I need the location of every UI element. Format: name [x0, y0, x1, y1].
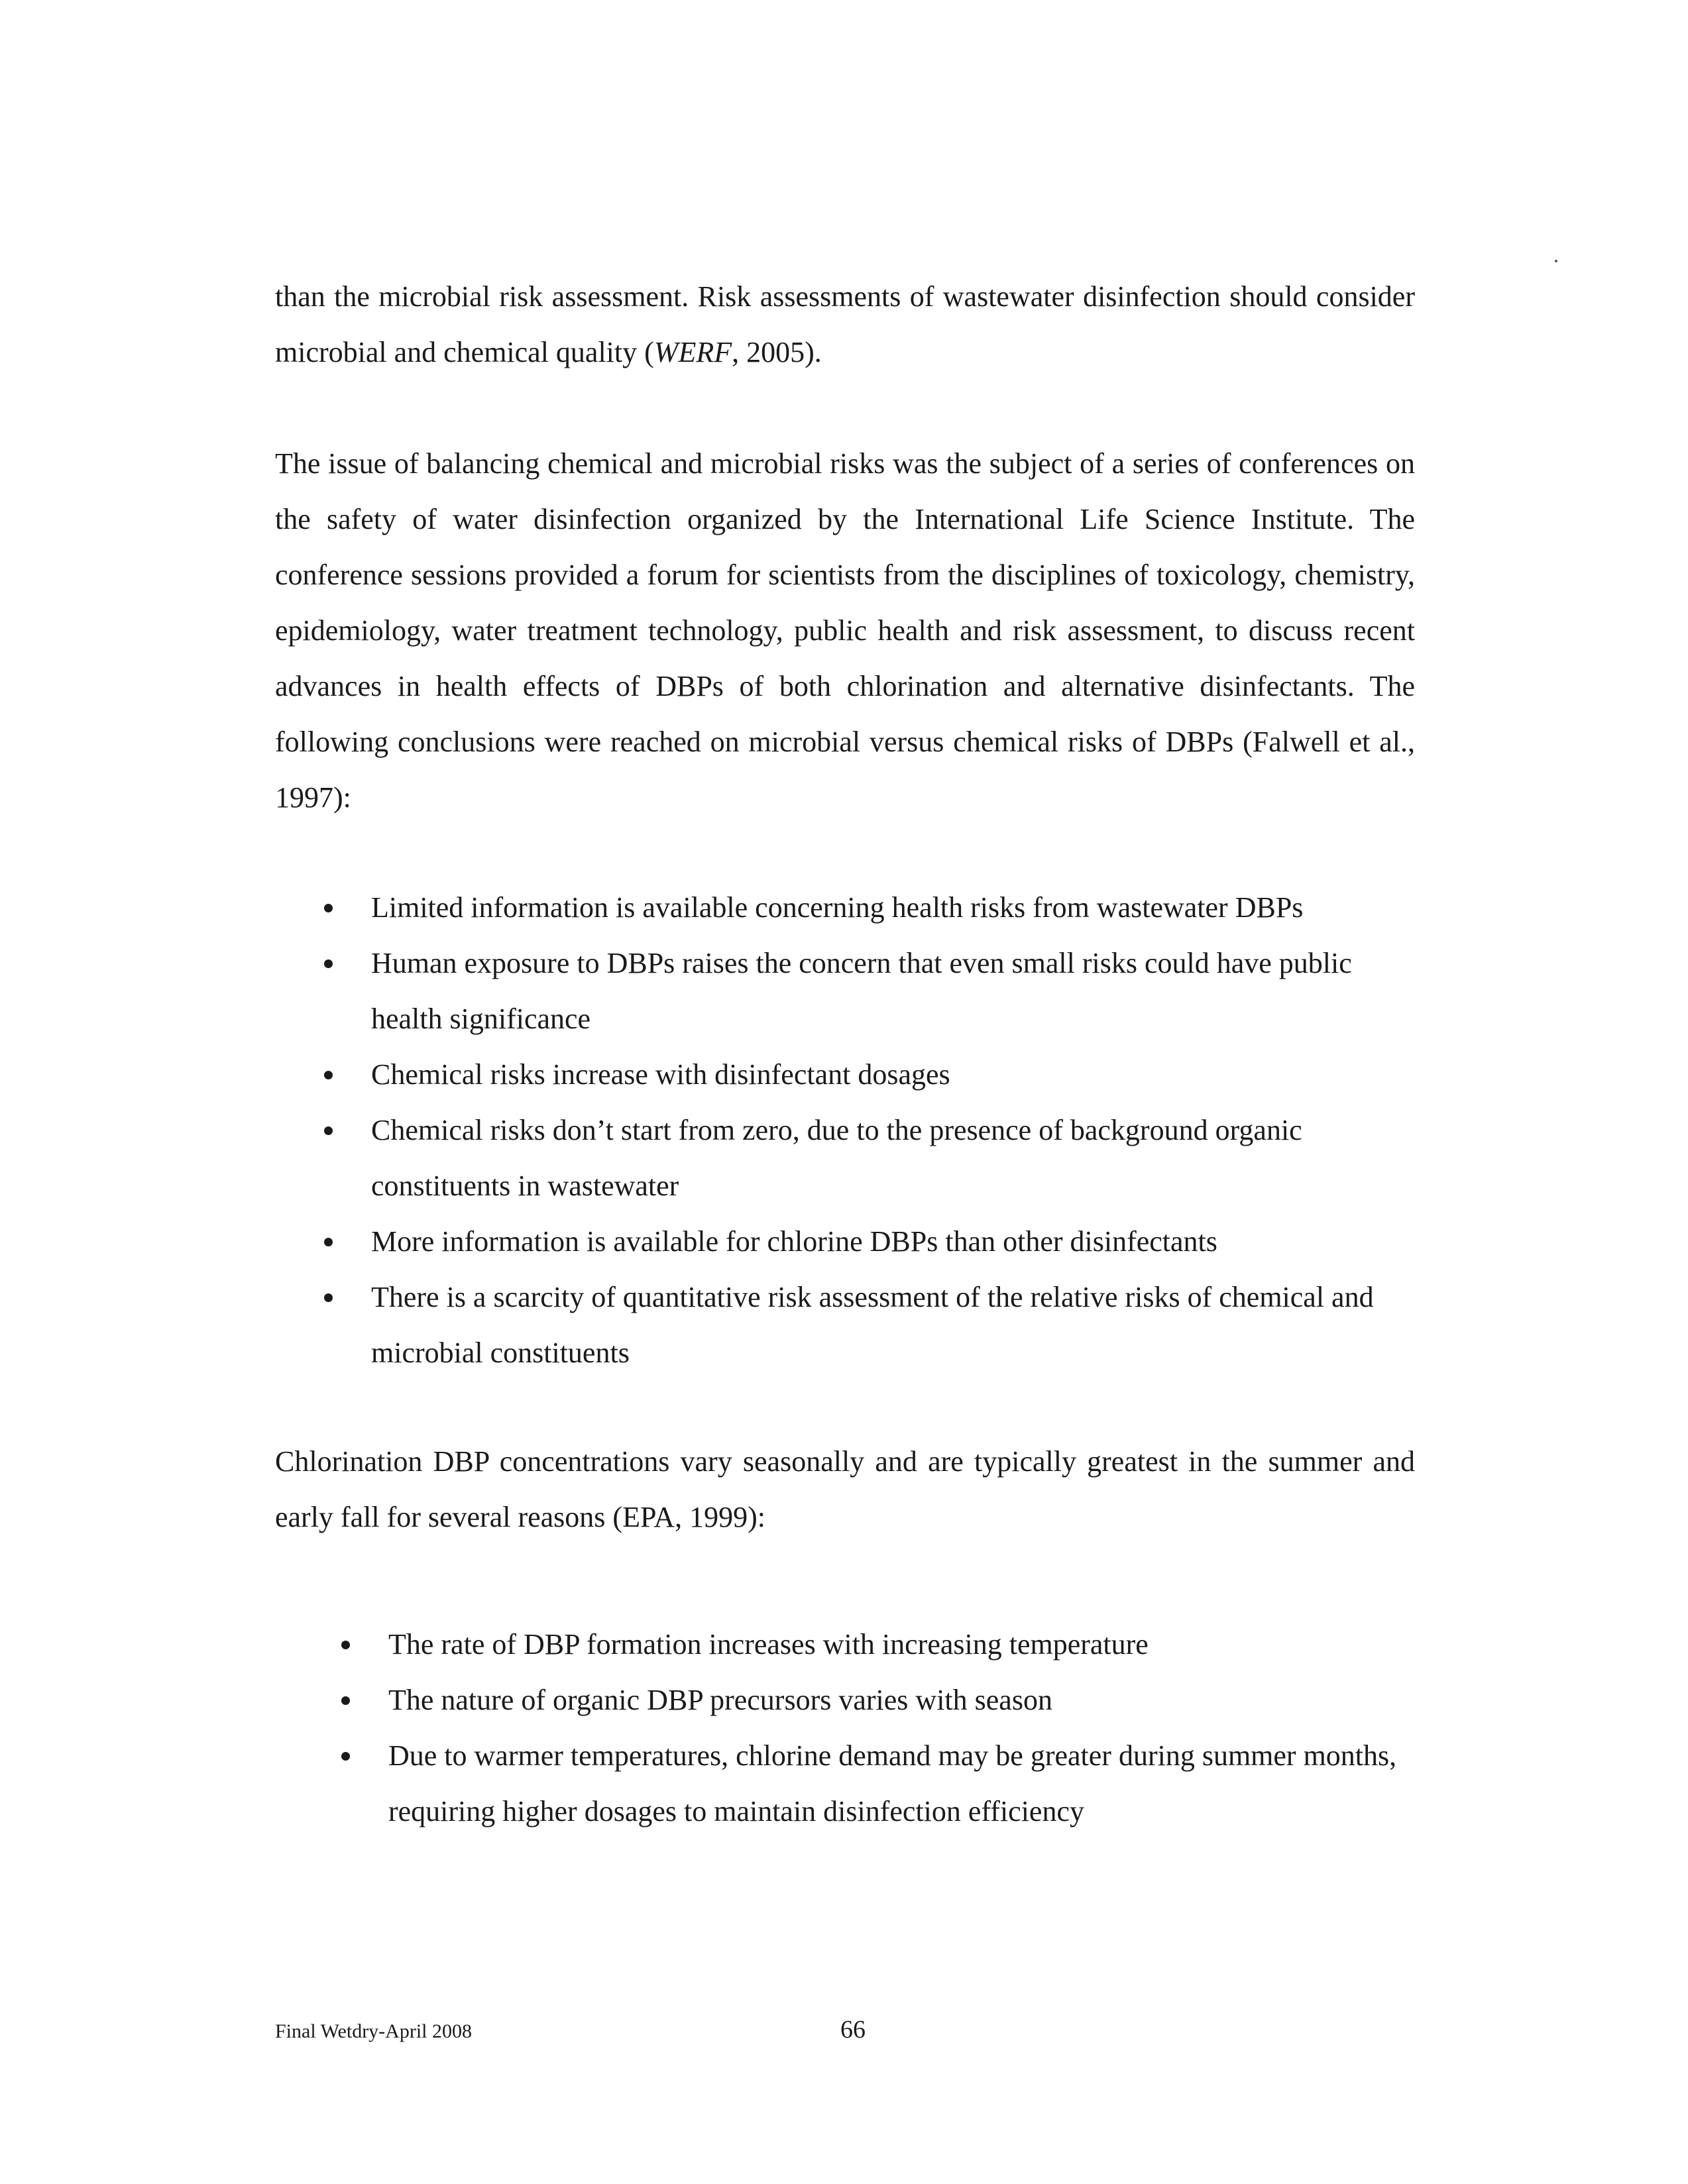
list-item-text: The nature of organic DBP precursors varies with season — [388, 1684, 1052, 1716]
list-item-text: Human exposure to DBPs raises the concern that even small risks could have public health significance — [371, 947, 1352, 1035]
paragraph-tail: , 2005). — [732, 336, 822, 368]
paragraph-seasonal-variation: Chlorination DBP concentrations vary seasonally and are typically greatest in the summer and early fall for several reasons (EPA, 1999): — [275, 1445, 1415, 1533]
list-item — [371, 1214, 1412, 1270]
list-item-text: The rate of DBP formation increases with increasing temperature — [388, 1628, 1149, 1661]
list-item-text: Due to warmer temperatures, chlorine demand may be greater during summer months, requiring higher dosages to maintain disinfection efficiency — [388, 1739, 1397, 1828]
citation-emphasis: WERF — [653, 336, 732, 368]
list-item — [388, 1728, 1422, 1839]
footer-document-label: Final Wetdry-April 2008 — [275, 2020, 472, 2042]
list-item-text: Chemical risks increase with disinfectant dosages — [371, 1058, 950, 1091]
conclusions-list — [371, 880, 1412, 1381]
list-item — [388, 1672, 1422, 1728]
paragraph-text: than the microbial risk assessment. Risk assessments of wastewater disinfection should consider microbial and chemical quality ( — [275, 280, 1415, 368]
bullet-icon — [341, 1752, 350, 1761]
list-item — [371, 880, 1412, 936]
list-item-text: More information is available for chlorine DBPs than other disinfectants — [371, 1225, 1217, 1258]
bullet-icon — [341, 1696, 350, 1705]
seasonal-reasons-list — [388, 1617, 1422, 1839]
bullet-icon — [324, 1238, 333, 1246]
bullet-icon — [324, 1293, 333, 1302]
bullet-icon — [324, 904, 333, 912]
paragraph-ilsi-conferences: The issue of balancing chemical and microbial risks was the subject of a series of conferences on the safety of water disinfection organized by the International Life Science Institute. The conference sessions provided a forum for scientists from the disciplines of toxicology, chemistry, epidemiology, water treatment technology, public health and risk assessment, to discuss recent advances in health effects of DBPs of both chlorination and alternative disinfectants. The following conclusions were reached on microbial versus chemical risks of DBPs (Falwell et al., 1997): — [275, 447, 1415, 814]
list-item-text: Limited information is available concerning health risks from wastewater DBPs — [371, 891, 1304, 924]
bullet-icon — [324, 1071, 333, 1079]
bullet-icon — [324, 1126, 333, 1135]
list-item — [371, 1047, 1412, 1103]
list-item — [371, 1103, 1412, 1214]
bullet-icon — [341, 1641, 350, 1649]
footer-page-number: 66 — [840, 2016, 866, 2044]
scan-speck — [1555, 260, 1557, 262]
bullet-icon — [324, 959, 333, 968]
list-item-text: There is a scarcity of quantitative risk assessment of the relative risks of chemical and microbial constituents — [371, 1281, 1374, 1369]
paragraph-continuation — [275, 269, 1415, 380]
list-item — [371, 1270, 1412, 1381]
list-item — [371, 936, 1412, 1047]
list-item-text: Chemical risks don’t start from zero, due to the presence of background organic constituents in wastewater — [371, 1114, 1302, 1202]
list-item — [388, 1617, 1422, 1672]
